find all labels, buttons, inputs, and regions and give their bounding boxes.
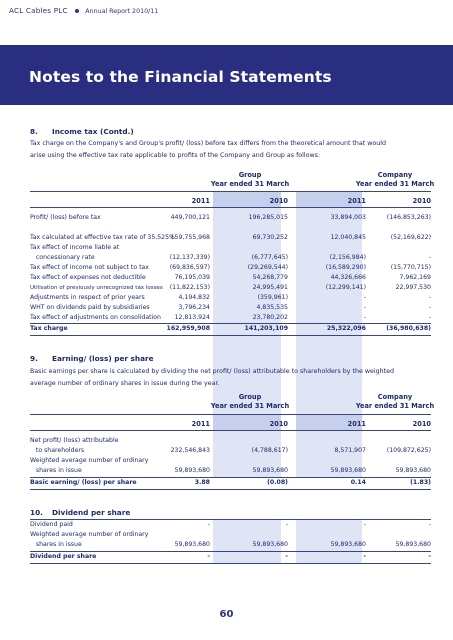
company-column-head: Company Year ended 31 March bbox=[355, 171, 435, 188]
section-9-paragraph bbox=[30, 366, 430, 389]
section-title: Income tax (Contd.) bbox=[52, 127, 134, 136]
rule bbox=[30, 335, 431, 336]
year-label: 2011 bbox=[191, 197, 210, 205]
rule bbox=[30, 191, 431, 192]
section-8-heading bbox=[30, 127, 134, 136]
section-8-paragraph bbox=[30, 138, 430, 161]
section-number: 10. bbox=[30, 508, 43, 517]
table-row: Net profit/ (loss) attributable bbox=[30, 437, 119, 444]
section-title: Dividend per share bbox=[52, 508, 131, 517]
table-row: Tax effect of adjustments on consolidation 12,813,924 23,780,202 - - bbox=[30, 314, 431, 321]
section-9-heading bbox=[30, 354, 154, 363]
table-row: Tax calculated at effective tax rate of 35.525% 159,755,968 69,730,252 12,040,845 (52,169,622) bbox=[30, 234, 431, 241]
rule bbox=[30, 430, 431, 431]
table-row: Utilisation of previously unrecognized tax losses (11,822,153) 24,995,491 (12,299,141) 22,997,530 bbox=[30, 284, 431, 291]
table-row: to shareholders 232,546,843 (4,788,617) 8,571,907 (109,872,625) bbox=[30, 447, 431, 454]
group-column-head: Group Year ended 31 March bbox=[210, 171, 290, 188]
rule bbox=[30, 563, 431, 564]
year-label: 2010 bbox=[412, 197, 431, 205]
year-label: 2010 bbox=[269, 197, 288, 205]
section-title: Earning/ (loss) per share bbox=[52, 354, 154, 363]
table-row: Dividend paid - - - - bbox=[30, 521, 431, 528]
report-header bbox=[9, 6, 158, 15]
rule bbox=[30, 489, 431, 490]
paragraph-line: arise using the effective tax rate applicable to profits of the Company and Group as follows: bbox=[30, 151, 321, 159]
year-label: 2011 bbox=[191, 420, 210, 428]
report-name: Annual Report 2010/11 bbox=[85, 8, 159, 15]
rule bbox=[30, 414, 431, 415]
bullet-icon bbox=[75, 9, 79, 13]
table-row: Profit/ (loss) before tax 449,700,121 196,285,015 33,894,003 (146,853,263) bbox=[30, 214, 431, 221]
page-number: 60 bbox=[219, 609, 234, 620]
table-row: Tax effect of income liable at bbox=[30, 244, 120, 251]
year-label: 2011 bbox=[347, 197, 366, 205]
total-row: Basic earning/ (loss) per share 3.88 (0.08) 0.14 (1.83) bbox=[30, 479, 431, 486]
table-row: Adjustments in respect of prior years 4,194,832 (359,961) - - bbox=[30, 294, 431, 301]
paragraph-line: average number of ordinary shares in issue during the year. bbox=[30, 379, 220, 387]
company-column-head: Company Year ended 31 March bbox=[355, 393, 435, 410]
paragraph-line: Tax charge on the Company's and Group's profit/ (loss) before tax differs from the theoretical amount that would bbox=[30, 140, 386, 147]
table-row: Weighted average number of ordinary bbox=[30, 531, 149, 538]
table-row: Tax effect of income not subject to tax (69,836,597) (29,269,544) (16,589,290) (15,770,715) bbox=[30, 264, 431, 271]
rule bbox=[30, 207, 431, 208]
table-row: WHT on dividends paid by subsidiaries 3,796,234 4,835,535 - - bbox=[30, 304, 431, 311]
section-number: 8. bbox=[30, 127, 38, 136]
company-name: ACL Cables PLC bbox=[9, 6, 68, 15]
page-title: Notes to the Financial Statements bbox=[29, 68, 332, 86]
total-row: Dividend per share - - - - bbox=[30, 553, 431, 560]
section-number: 9. bbox=[30, 354, 38, 363]
year-label: 2010 bbox=[269, 420, 288, 428]
table-row: shares in issue 59,893,680 59,893,680 59,893,680 59,893,680 bbox=[30, 541, 431, 548]
total-row: Tax charge 162,959,908 141,203,109 25,322,096 (36,980,638) bbox=[30, 325, 431, 332]
section-10-heading bbox=[30, 508, 130, 517]
table-row: Weighted average number of ordinary bbox=[30, 457, 149, 464]
group-column-head: Group Year ended 31 March bbox=[210, 393, 290, 410]
year-label: 2011 bbox=[347, 420, 366, 428]
table-row: Tax effect of expenses not deductible 76,195,039 54,268,779 44,326,666 7,962,169 bbox=[30, 274, 431, 281]
table-row: concessionary rate (12,137,339) (6,777,645) (2,156,984) - bbox=[30, 254, 431, 261]
table-row: shares in issue 59,893,680 59,893,680 59,893,680 59,893,680 bbox=[30, 467, 431, 474]
year-label: 2010 bbox=[412, 420, 431, 428]
paragraph-line: Basic earnings per share is calculated by dividing the net profit/ (loss) attributable to shareholders by the weighted bbox=[30, 368, 394, 375]
